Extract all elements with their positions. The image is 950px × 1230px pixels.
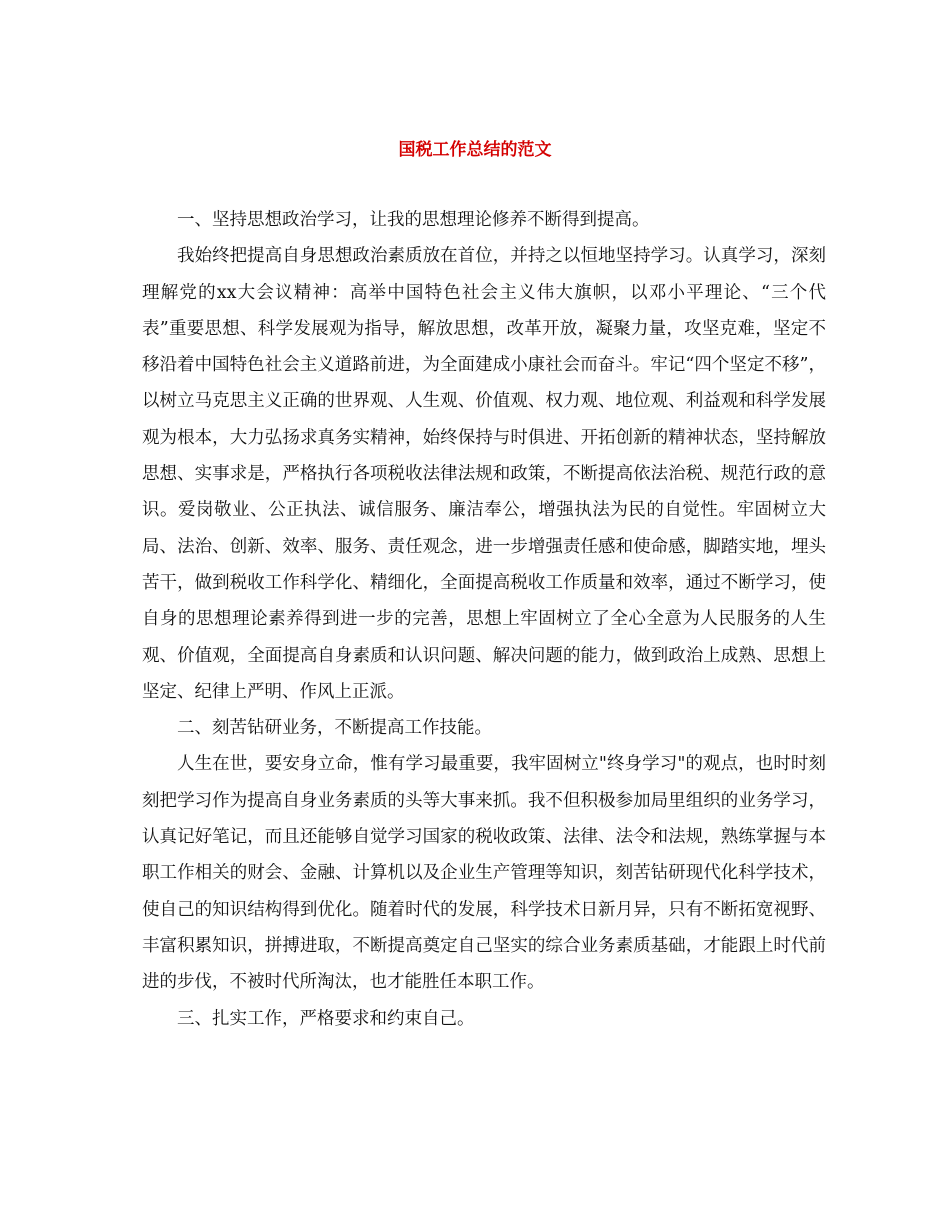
body-paragraph-2: 人生在世，要安身立命，惟有学习最重要，我牢固树立"终身学习"的观点，也时时刻刻把学习作为提高自身业务素质的头等大事来抓。我不但积极参加局里组织的业务学习，认真记好笔记，而且还能够自觉学习国家的税收政策、法律、法令和法规，熟练掌握与本职工作相关的财会、金融、计算机以及企业生产管理等知识，刻苦钻研现代化科学技术，使自己的知识结构得到优化。随着时代的发展，科学技术日新月异，只有不断拓宽视野、丰富积累知识，拼搏进取，不断提高奠定自己坚实的综合业务素质基础，才能跟上时代前进的步伐，不被时代所淘汰，也才能胜任本职工作。: [142, 754, 826, 993]
document-body: [142, 202, 826, 1037]
body-paragraph-1: 我始终把提高自身思想政治素质放在首位，并持之以恒地坚持学习。认真学习，深刻理解党的xx大会议精神：高举中国特色社会主义伟大旗帜，以邓小平理论、“三个代表”重要思想、科学发展观为指导，解放思想，改革开放，凝聚力量，攻坚克难，坚定不移沿着中国特色社会主义道路前进，为全面建成小康社会而奋斗。牢记“四个坚定不移”，以树立马克思主义正确的世界观、人生观、价值观、权力观、地位观、利益观和科学发展观为根本，大力弘扬求真务实精神，始终保持与时俱进、开拓创新的精神状态，坚持解放思想、实事求是，严格执行各项税收法律法规和政策，不断提高依法治税、规范行政的意识。爱岗敬业、公正执法、诚信服务、廉洁奉公，增强执法为民的自觉性。牢固树立大局、法治、创新、效率、服务、责任观念，进一步增强责任感和使命感，脚踏实地，埋头苦干，做到税收工作科学化、精细化，全面提高税收工作质量和效率，通过不断学习，使自身的思想理论素养得到进一步的完善，思想上牢固树立了全心全意为人民服务的人生观、价值观，全面提高自身素质和认识问题、解决问题的能力，做到政治上成熟、思想上坚定、纪律上严明、作风上正派。: [142, 246, 826, 702]
section-heading-3: 三、扎实工作，严格要求和约束自己。: [177, 1008, 475, 1029]
document-title: 国税工作总结的范文: [398, 140, 552, 160]
section-heading-2: 二、刻苦钻研业务，不断提高工作技能。: [177, 718, 492, 739]
section-heading-1: 一、坚持思想政治学习，让我的思想理论修养不断得到提高。: [177, 210, 650, 230]
